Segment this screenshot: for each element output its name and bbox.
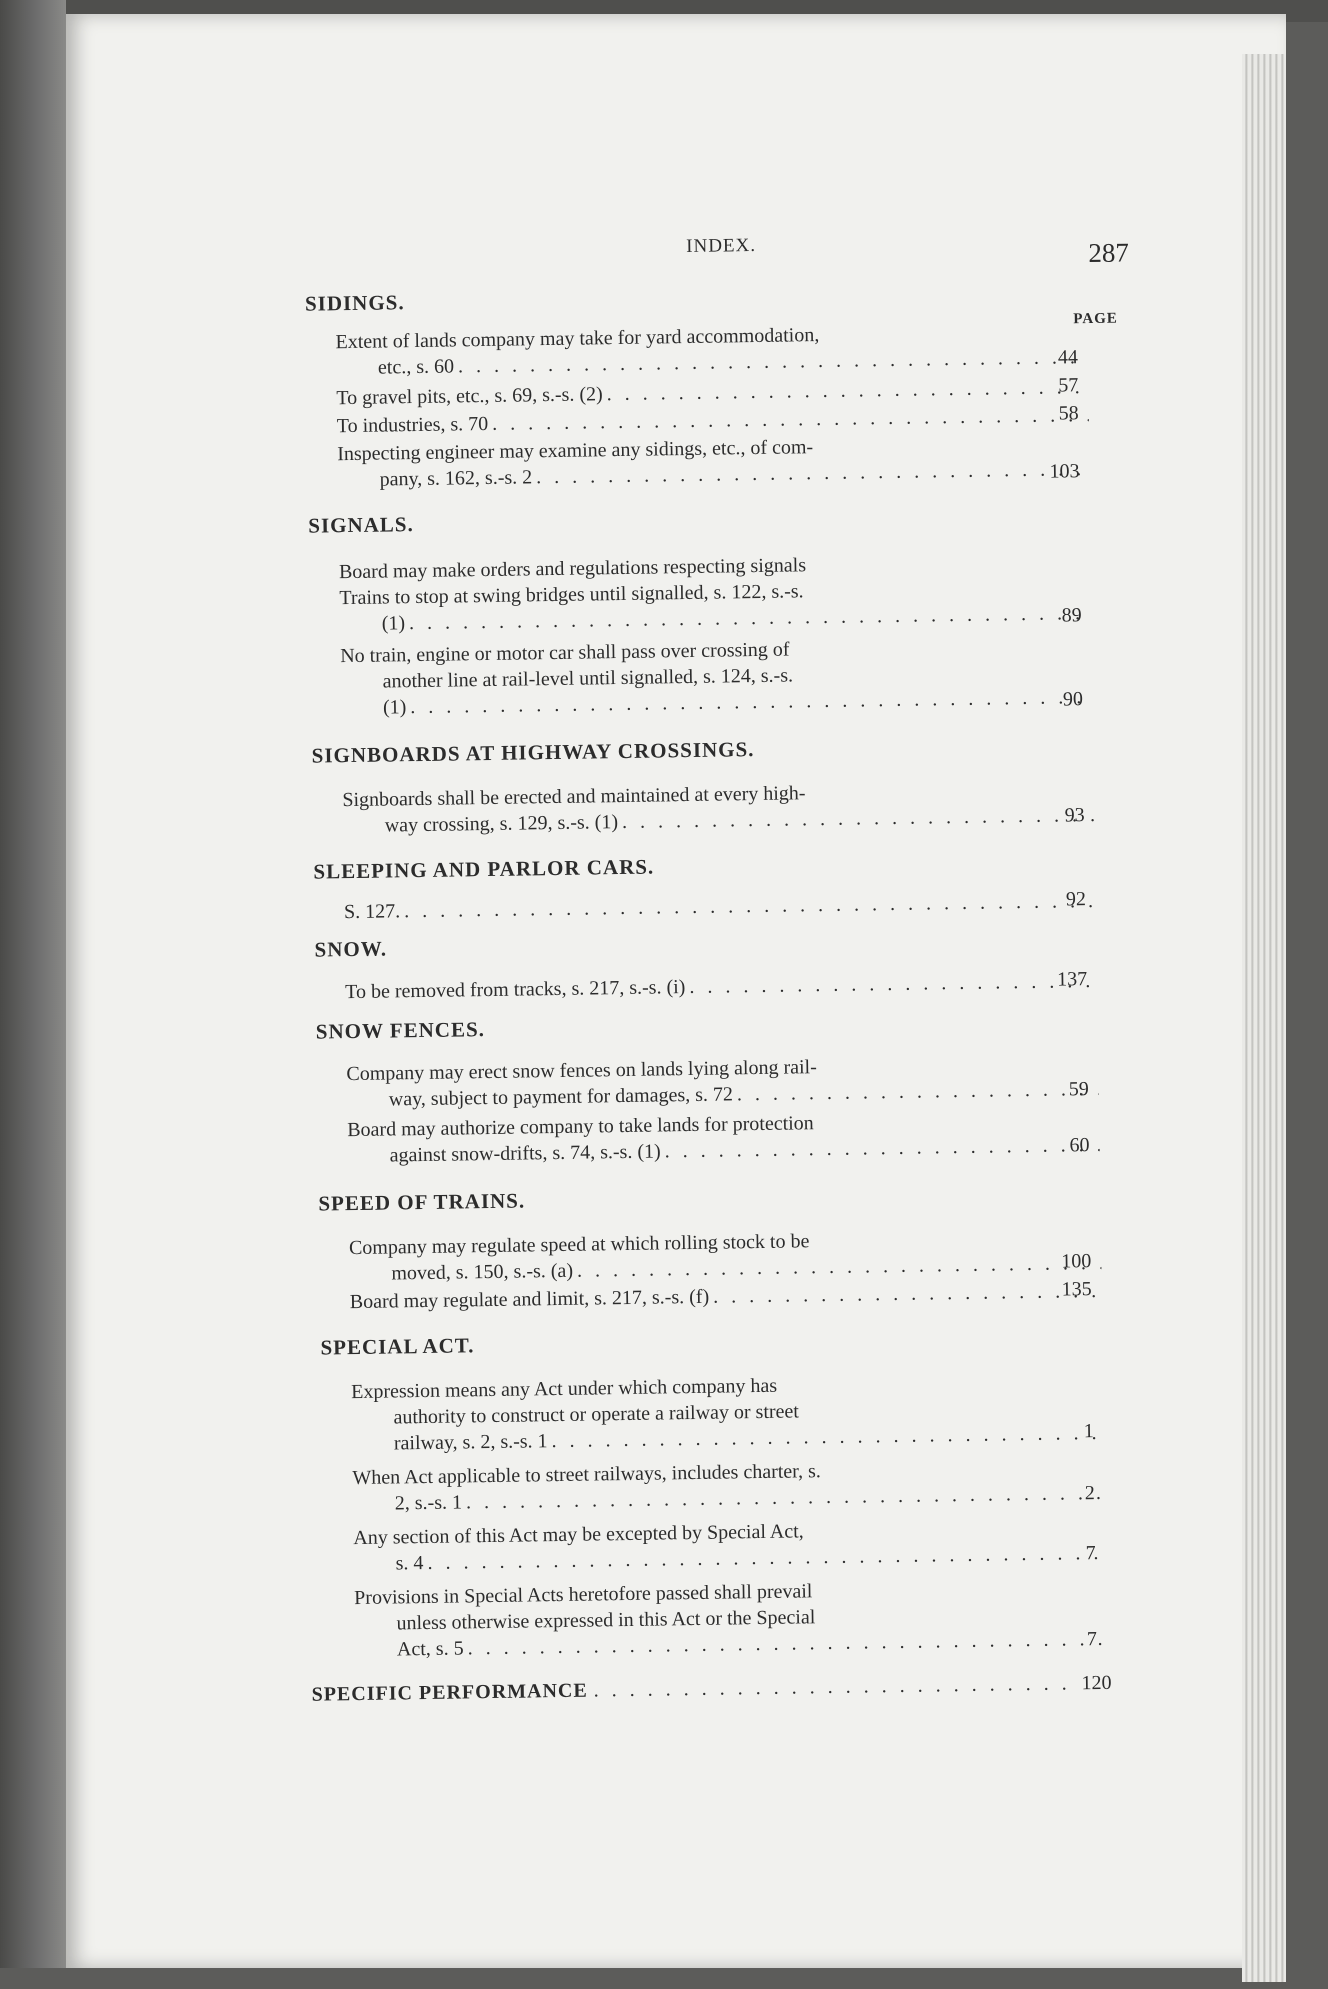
dot-leader [594, 1672, 1076, 1702]
index-entry [345, 968, 1101, 1005]
entry-text: another line at rail-level until signalled, s. 124, s.-s. [382, 664, 794, 693]
dot-leader [713, 1278, 1102, 1310]
entry-text: Expression means any Act under which company has [350, 1374, 778, 1404]
dot-leader [404, 888, 1096, 924]
book-binding-edge [0, 0, 66, 1968]
entry-page-ref: 120 [1081, 1671, 1112, 1695]
entry-page-ref: 60 [1069, 1134, 1090, 1157]
heading-sidings: SIDINGS. [304, 290, 405, 316]
entry-page-ref: 137 [1056, 968, 1088, 991]
entry-page-ref: 59 [1068, 1078, 1089, 1101]
entry-leader-line [345, 968, 1101, 1005]
entry-text: (1) [381, 612, 406, 635]
index-entry-specific-performance [311, 1672, 1111, 1707]
heading-snow: SNOW. [314, 936, 388, 962]
entry-text: Board may regulate and limit, s. 217, s.-s. (f) [349, 1285, 710, 1314]
entry-text: Any section of this Act may be excepted by Special Act, [353, 1520, 804, 1550]
heading-signboards: SIGNBOARDS AT HIGHWAY CROSSINGS. [311, 737, 755, 768]
entry-page-ref: 58 [1058, 402, 1079, 425]
entry-text: To industries, s. 70 [336, 412, 489, 438]
index-entry [340, 632, 1097, 721]
entry-text: Company may regulate speed at which rolling stock to be [348, 1230, 810, 1260]
heading-speed-of-trains: SPEED OF TRAINS. [318, 1188, 526, 1216]
entry-text: etc., s. 60 [377, 355, 455, 379]
heading-specific-performance: SPECIFIC PERFORMANCE [311, 1679, 588, 1706]
index-content [223, 7, 1172, 1988]
index-entry [335, 318, 1092, 381]
book-page [66, 14, 1286, 1968]
entry-text: When Act applicable to street railways, includes charter, s. [352, 1460, 821, 1490]
index-entry [344, 888, 1100, 925]
heading-signals: SIGNALS. [308, 512, 414, 538]
entry-text: pany, s. 162, s.-s. 2 [379, 466, 533, 491]
entry-text: railway, s. 2, s.-s. 1 [393, 1430, 548, 1455]
entry-text: Provisions in Special Acts heretofore passed shall prevail [354, 1580, 813, 1610]
entry-text: Trains to stop at swing bridges until signalled, s. 122, s.-s. [339, 580, 804, 610]
dot-leader [689, 968, 1097, 1000]
entry-page-ref: 89 [1061, 604, 1082, 627]
entry-text: way crossing, s. 129, s.-s. (1) [384, 811, 619, 837]
index-entry [339, 574, 1096, 637]
entry-page-ref: 90 [1062, 688, 1084, 711]
page-number: 287 [1088, 237, 1130, 269]
entry-text: against snow-drifts, s. 74, s.-s. (1) [389, 1140, 661, 1167]
entry-text: Signboards shall be erected and maintained at every high- [342, 782, 806, 812]
index-entry [349, 1224, 1106, 1287]
page-stack-edge [1242, 54, 1286, 1982]
index-entry [347, 1106, 1104, 1169]
entry-page-ref: 93 [1064, 804, 1085, 827]
entry-page-ref: 135 [1061, 1278, 1092, 1301]
entry-text: way, subject to payment for damages, s. 72 [388, 1083, 734, 1111]
entry-leader-line [344, 888, 1100, 925]
entry-page-ref: 103 [1049, 460, 1080, 483]
entry-page-ref: 92 [1065, 888, 1087, 911]
index-entry [351, 1368, 1108, 1457]
entry-text: S. 127. [343, 900, 401, 924]
entry-page-ref: 100 [1061, 1250, 1092, 1273]
heading-snow-fences: SNOW FENCES. [315, 1017, 486, 1044]
entry-page-ref: 57 [1058, 374, 1079, 397]
entry-text: Company may erect snow fences on lands lying along rail- [346, 1056, 817, 1086]
entry-page-ref: 44 [1057, 346, 1079, 369]
index-entry [354, 1574, 1111, 1663]
entry-text: No train, engine or motor car shall pass over crossing of [340, 638, 790, 668]
entry-text: moved, s. 150, s.-s. (a) [391, 1259, 574, 1285]
entry-text: 2, s.-s. 1 [394, 1491, 463, 1515]
index-entry [346, 1050, 1103, 1113]
entry-text: Extent of lands company may take for yard accommodation, [335, 324, 820, 354]
entry-page-ref: 2 [1084, 1482, 1095, 1505]
entry-text: unless otherwise expressed in this Act or the Special [396, 1606, 816, 1635]
entry-text: s. 4 [395, 1552, 424, 1575]
entry-text: To gravel pits, etc., s. 69, s.-s. (2) [336, 383, 603, 410]
entry-page-ref: 7 [1086, 1628, 1098, 1651]
running-head: INDEX. [686, 234, 757, 257]
index-entry [352, 1454, 1109, 1517]
index-entry [342, 776, 1099, 839]
entry-text: Board may make orders and regulations respecting signals [338, 554, 807, 584]
heading-sleeping-parlor-cars: SLEEPING AND PARLOR CARS. [313, 854, 655, 884]
entry-text: Board may authorize company to take lands for protection [347, 1112, 814, 1142]
dot-leader [665, 1132, 1100, 1164]
dot-leader [622, 802, 1095, 835]
entry-text: To be removed from tracks, s. 217, s.-s. (i) [345, 976, 686, 1004]
index-entry [353, 1514, 1110, 1577]
entry-text: Act, s. 5 [396, 1637, 464, 1661]
index-entry [337, 430, 1094, 493]
entry-text: Inspecting engineer may examine any sidings, etc., of com- [337, 436, 814, 466]
entry-text: (1) [382, 696, 407, 719]
entry-page-ref: 7 [1085, 1542, 1096, 1565]
entry-page-ref: 1 [1083, 1420, 1094, 1443]
page-column-label: PAGE [1073, 310, 1118, 328]
heading-special-act: SPECIAL ACT. [320, 1333, 475, 1360]
entry-text: authority to construct or operate a railway or street [393, 1400, 800, 1429]
